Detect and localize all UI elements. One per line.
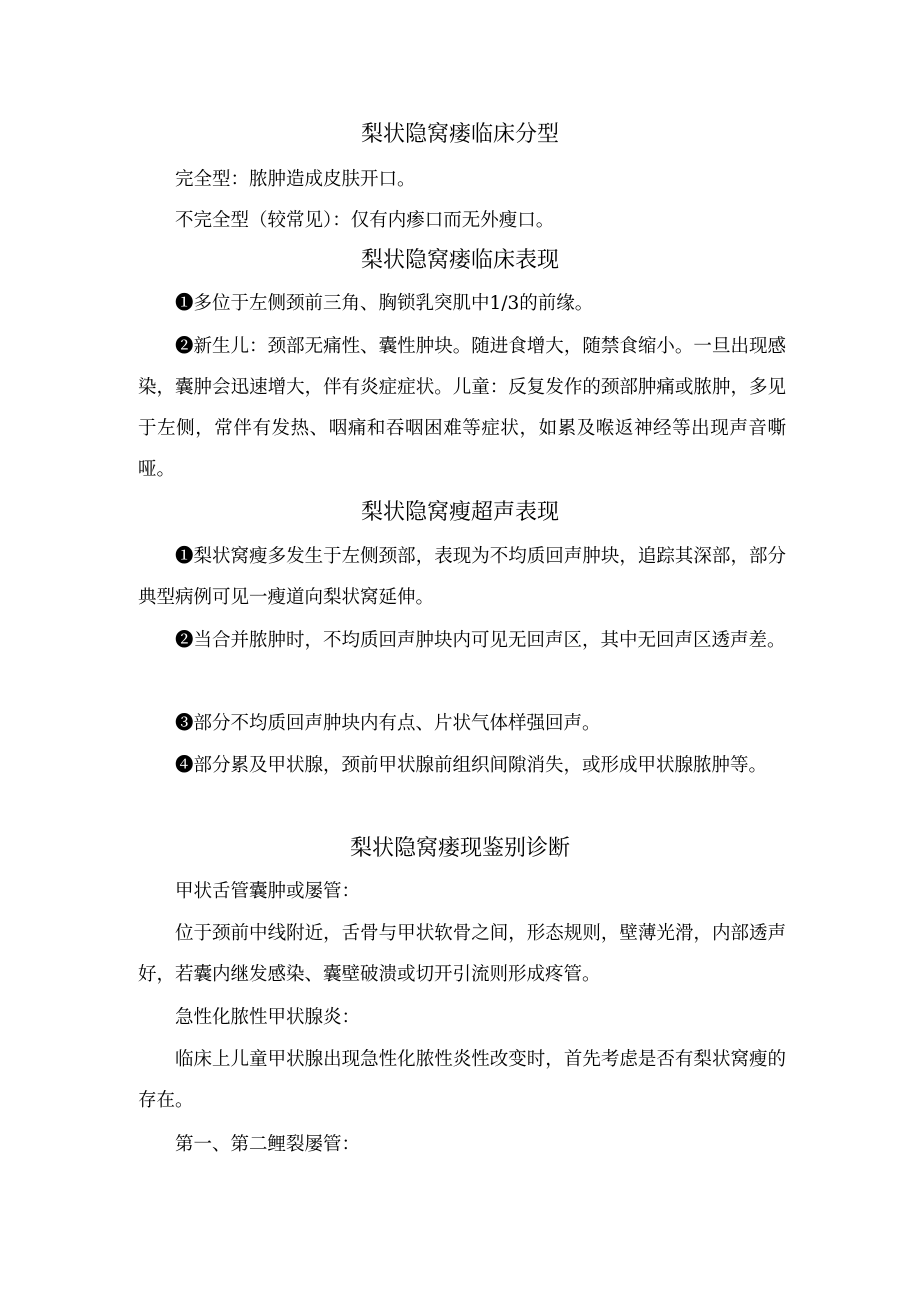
section-heading-classification: 梨状隐窝瘘临床分型 (360, 122, 559, 147)
section-heading-manifestation: 梨状隐窝瘘临床表现 (360, 248, 559, 273)
paragraph-differential-subtitle-1: 甲状舌管囊肿或屡管： (175, 881, 361, 902)
section-heading-differential: 梨状隐窝瘘现鉴别诊断 (349, 836, 570, 861)
paragraph-manifestation-1: ❶多位于左侧颈前三角、胸锁乳突肌中1/3的前缘。 (175, 293, 594, 314)
paragraph-incomplete-type: 不完全型（较常见）：仅有内瘆口而无外瘦口。 (175, 210, 555, 231)
section-heading-ultrasound: 梨状隐窝瘦超声表现 (360, 500, 559, 525)
paragraph-ultrasound-2: ❷当合并脓肿时，不均质回声肿块内可见无回声区，其中无回声区透声差。 (175, 630, 786, 651)
paragraph-differential-subtitle-2: 急性化脓性甲状腺炎： (175, 1007, 361, 1028)
paragraph-ultrasound-3: ❸部分不均质回声肿块内有点、片状气体样强回声。 (175, 713, 601, 734)
paragraph-ultrasound-4: ❹部分累及甲状腺，颈前甲状腺前组织间隙消失，或形成甲状腺脓肿等。 (175, 755, 768, 776)
paragraph-complete-type: 完全型：脓肿造成皮肤开口。 (175, 169, 416, 190)
paragraph-differential-2: 临床上儿童甲状腺出现急性化脓性炎性改变时，首先考虑是否有梨状窝瘦的存在。 (138, 1049, 786, 1111)
paragraph-differential-subtitle-3: 第一、第二鲤裂屡管： (175, 1134, 361, 1155)
paragraph-ultrasound-1: ❶梨状窝瘦多发生于左侧颈部，表现为不均质回声肿块，追踪其深部，部分典型病例可见一瘦道向梨状窝延伸。 (138, 546, 786, 608)
paragraph-differential-1: 位于颈前中线附近，舌骨与甲状软骨之间，形态规则，壁薄光滑，内部透声好，若囊内继发感染、囊壁破溃或切开引流则形成疼管。 (138, 923, 786, 985)
paragraph-manifestation-2: ❷新生儿：颈部无痛性、囊性肿块。随进食增大，随禁食缩小。一旦出现感染，囊肿会迅速增大，伴有炎症症状。儿童：反复发作的颈部肿痛或脓肿，多见于左侧，常伴有发热、咽痛和吞咽困难等症状，如累及喉返神经等出现声音嘶哑。 (138, 336, 786, 480)
